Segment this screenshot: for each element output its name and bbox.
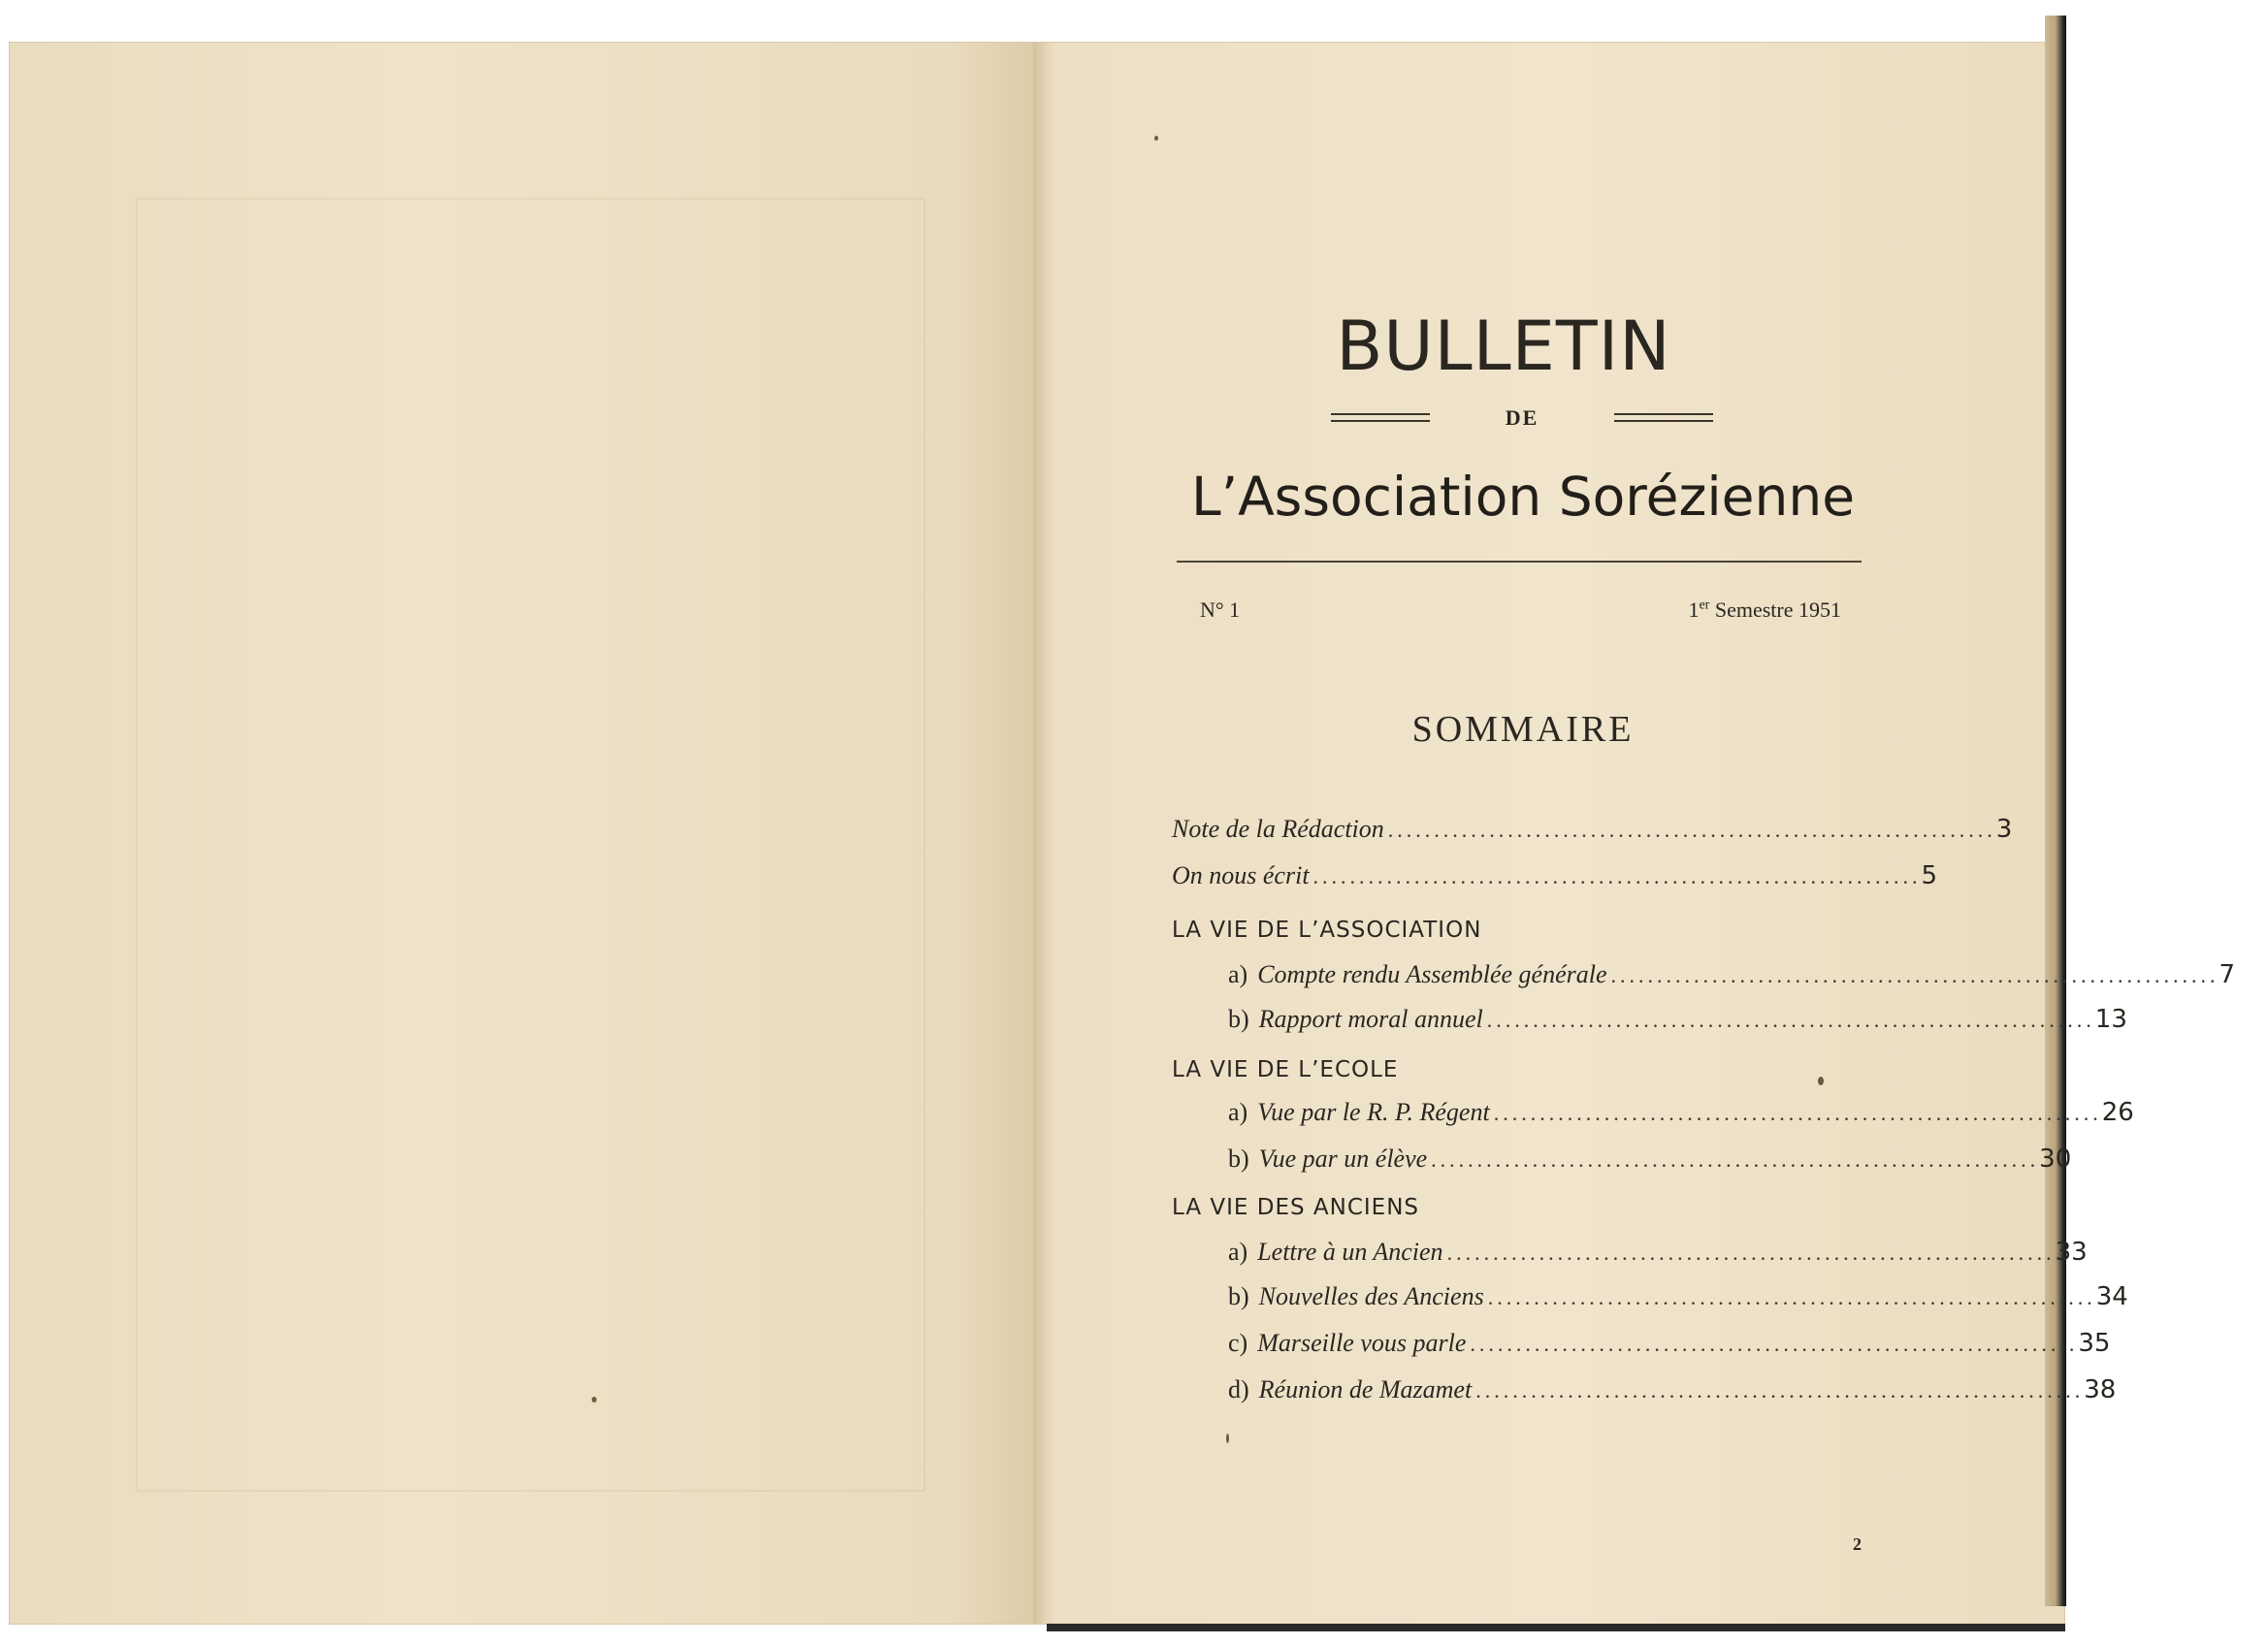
toc-leader-dots: .................................................................. [1475,1378,2085,1403]
toc-entry-label: Vue par un élève [1258,1145,1428,1173]
toc-leader-dots: .................................................................. [1387,818,1996,842]
toc-entry [1228,1375,2117,1414]
section-heading: LA VIE DES ANCIENS [1172,1195,1420,1220]
page-number: 2 [1853,1534,1862,1554]
toc-leader-dots: .................................................................. [1493,1101,2102,1125]
toc-entry-page: 26 [2101,1098,2134,1127]
toc-entry-label: Nouvelles des Anciens [1258,1282,1484,1310]
toc-entry-page: 5 [1921,861,1938,890]
toc-entry [1228,960,2236,999]
toc-leader-dots: .................................................................. [1431,1147,2040,1172]
association-name: L’Association Sorézienne [1190,466,1856,528]
toc-entry-page: 30 [2039,1145,2072,1174]
toc-entry-label: Réunion de Mazamet [1258,1375,1473,1403]
toc-entry-page: 13 [2094,1005,2127,1034]
toc-entry-prefix: b) [1228,1145,1249,1173]
toc-entry-label: Vue par le R. P. Régent [1257,1098,1490,1126]
toc-leader-dots: .................................................................. [1610,963,2219,987]
toc-entry [1228,1238,2088,1276]
semester-prefix: 1 [1688,597,1700,622]
section-heading: LA VIE DE L’ASSOCIATION [1172,918,1482,943]
semester-text: Semestre 1951 [1709,597,1841,622]
toc-entry-prefix: b) [1228,1282,1249,1310]
toc-entry [1228,1329,2111,1368]
toc-entry-prefix: b) [1228,1005,1249,1033]
toc-entry [1228,1005,2127,1044]
toc-leader-dots: .................................................................. [1446,1241,2056,1265]
toc-entry-page: 3 [1995,815,2013,844]
toc-entry-page: 38 [2084,1375,2117,1404]
toc-leader-dots: .................................................................. [1486,1008,2095,1032]
toc-entry [1172,815,2013,854]
sommaire-heading: SOMMAIRE [1411,709,1635,750]
toc-entry-label: Note de la Rédaction [1172,815,1384,843]
toc-entry-prefix: c) [1228,1329,1248,1357]
toc-entry [1228,1282,2128,1321]
toc-leader-dots: .................................................................. [1312,864,1922,888]
toc-entry-page: 34 [2095,1282,2128,1311]
toc-entry-label: Lettre à un Ancien [1257,1238,1443,1266]
toc-entry-page: 7 [2219,960,2236,989]
toc-entry-prefix: a) [1228,1098,1248,1126]
toc-entry-label: Rapport moral annuel [1258,1005,1483,1033]
de-label: DE [1505,405,1539,430]
issue-number: N° 1 [1200,597,1241,622]
toc-entry [1172,861,1938,900]
toc-leader-dots: .................................................................. [1470,1332,2079,1356]
section-heading: LA VIE DE L’ECOLE [1172,1057,1399,1082]
toc-entry-prefix: a) [1228,1238,1248,1266]
bulletin-title: BULLETIN [1336,306,1671,386]
semester-superscript: er [1699,597,1710,613]
toc-entry-prefix: d) [1228,1375,1249,1403]
toc-entry-page: 33 [2055,1238,2088,1267]
toc-leader-dots: .................................................................. [1487,1285,2096,1309]
toc-entry-prefix: a) [1228,960,1248,988]
toc-entry [1228,1145,2072,1183]
toc-entry-label: On nous écrit [1172,861,1310,889]
toc-entry-label: Marseille vous parle [1257,1329,1467,1357]
toc-entry-label: Compte rendu Assemblée générale [1257,960,1607,988]
toc-entry [1228,1098,2134,1137]
toc-entry-page: 35 [2078,1329,2111,1358]
